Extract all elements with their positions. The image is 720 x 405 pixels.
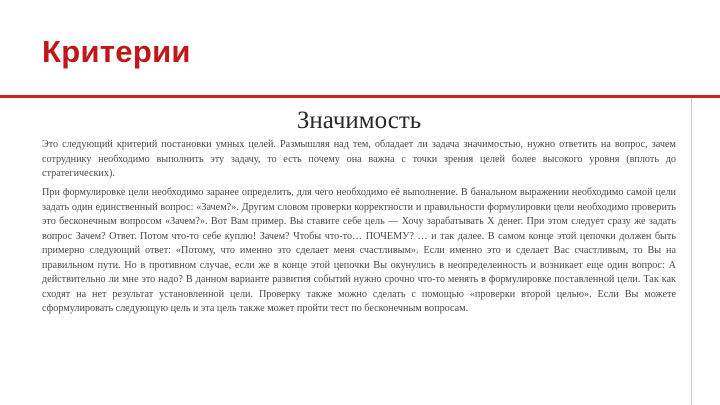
- content-panel: [42, 98, 676, 398]
- section-heading: Значимость: [296, 107, 422, 134]
- paragraph-definition: Это следующий критерий постановки умных целей. Размышляя над тем, обладает ли задача значимостью, нужно ответить на вопрос, зачем сотруднику необходимо выполнить эту задачу, то есть почему она важна с точки зрения целей более высокого уровня (вплоть до стратегических).: [42, 139, 676, 179]
- paragraph-explanation: При формулировке цели необходимо заранее определить, для чего необходимо её выполнение. В банальном выражении необходимо самой цели задать один единственный вопрос: «Зачем?». Другим словом проверки корректности и правильности формулировки цели необходимо проверить это бесконечным вопросом «Зачем?». Вот Вам пример. Вы ставите себе цель — Хочу зарабатывать Х денег. При этом следует сразу же задать вопрос Зачем? Ответ. Потом что-то себе куплю! Зачем? Чтобы что-то… ПОЧЕМУ? … и так далее. В самом конце этой цепочки должен быть примерно следующий ответ: «Потому, что именно это сделает меня счастливым». Если именно это и сделает Вас счастливым, то Вы на правильном пути. Но в противном случае, если же в конце этой цепочки Вы окунулись в неопределенность и возникает еще один вопрос: А действительно ли мне это надо? В данном варианте развития событий нужно срочно что-то менять в формулировке поставленной цели. Так как сходят на нет результат установленной цели. Проверку также можно сделать с помощью «проверки второй целью». Если Вы можете сформулировать следующую цель и эта цель также может пройти тест по бесконечным вопросам.: [42, 187, 676, 314]
- right-border-line: [691, 98, 692, 405]
- slide-title: Критерии: [42, 34, 191, 69]
